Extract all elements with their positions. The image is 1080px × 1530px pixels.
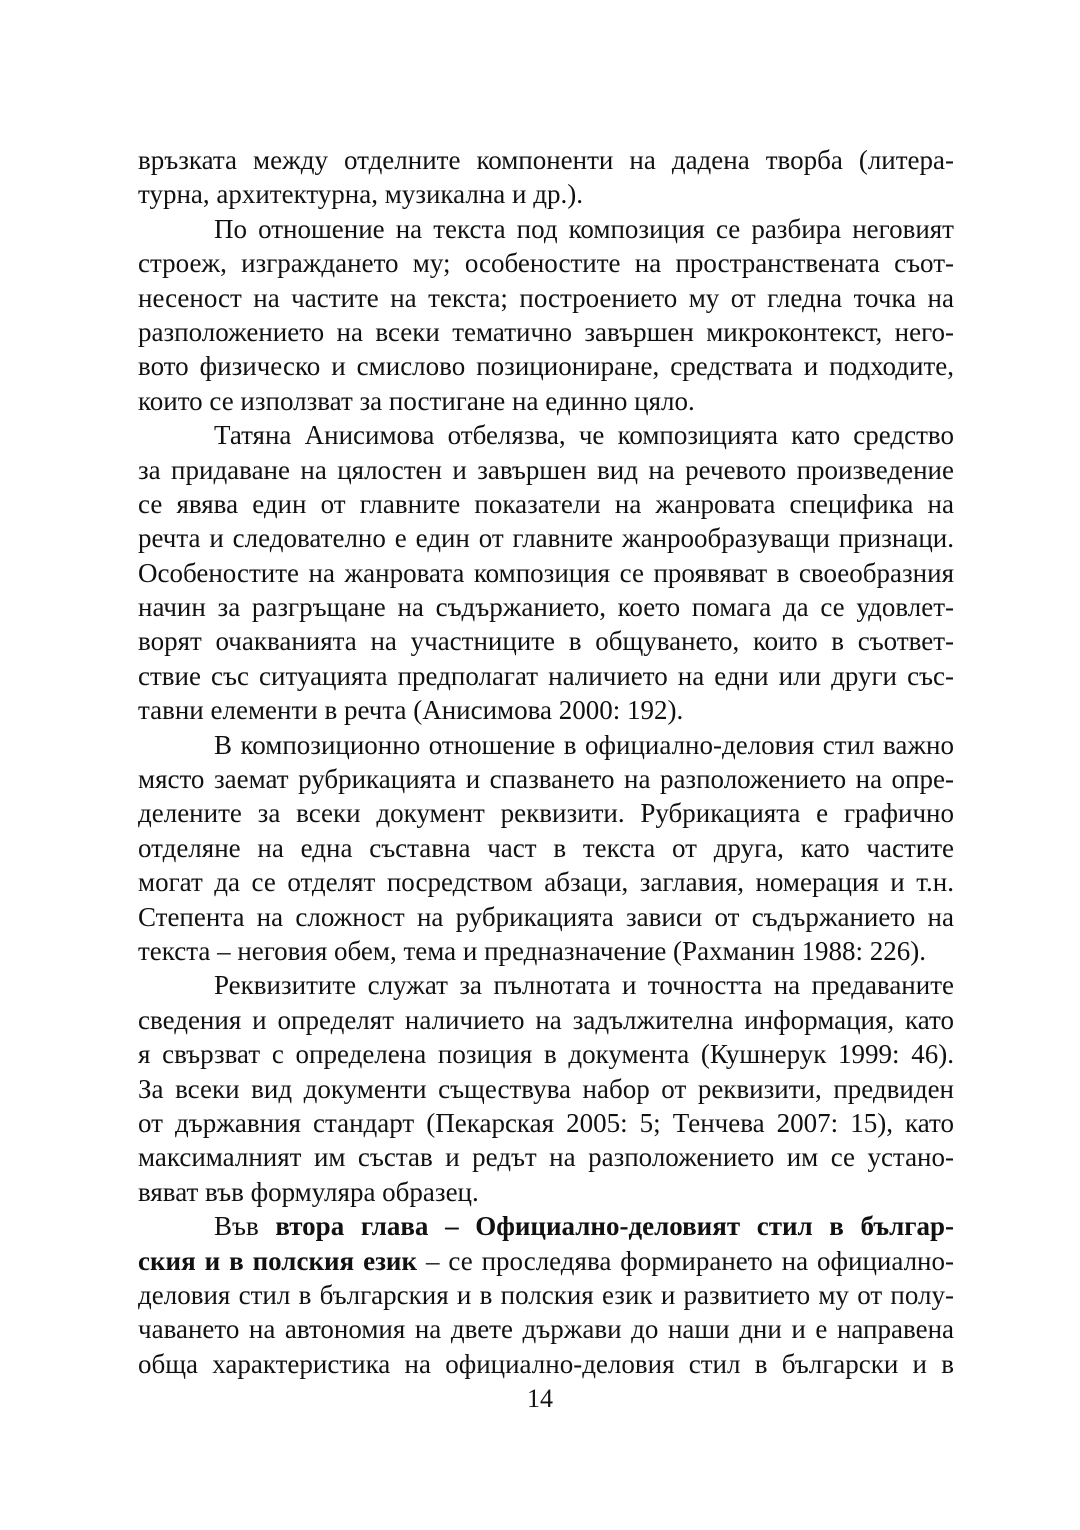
text-line: несеност на частите на текста; построението му от гледна точка на [138, 282, 954, 313]
text-line: сведения и определят наличието на задължителна информация, като [138, 1004, 954, 1035]
paragraph [138, 418, 954, 728]
text-line: ворят очакванията на участниците в общуването, които в съответ- [138, 626, 954, 657]
text-line: се явява един от главните показатели на жанровата специфика на [138, 488, 954, 519]
text-line: За всеки вид документи съществува набор от реквизити, предвиден [138, 1073, 954, 1104]
text-line [138, 1209, 954, 1243]
text-line: отделяне на една съставна част в текста от друга, като частите [138, 832, 954, 863]
text-line: Особеностите на жанровата композиция се проявяват в своеобразния [138, 557, 954, 588]
text-line: чаването на автономия на двете държави до наши дни и е направена [138, 1314, 954, 1345]
text-line: тавни елементи в речта (Анисимова 2000: 192). [138, 695, 684, 726]
text-line: строеж, изграждането му; особеностите на пространствената съот- [138, 248, 954, 279]
text-run: – се проследява формирането на официално- [417, 1245, 954, 1276]
text-line: В композиционно отношение в официално-деловия стил важно [214, 729, 954, 760]
chapter-title-emphasis: ския и в полския език [138, 1245, 418, 1276]
paragraph [138, 968, 954, 1209]
text-line: текста – неговия обем, тема и предназначение (Рахманин 1988: 226). [138, 935, 927, 966]
paragraph [138, 1209, 954, 1381]
text-line: максималният им състав и редът на разположението им се устано- [138, 1142, 954, 1173]
text-line: деловия стил в българския и в полския език и развитието му от полу- [138, 1279, 954, 1310]
text-line: делените за всеки документ реквизити. Рубрикацията е графично [138, 798, 954, 829]
text-line [138, 1244, 954, 1278]
text-line: вото физическо и смислово позициониране, средствата и подходите, [138, 351, 954, 382]
text-line: речта и следователно е един от главните жанрообразуващи признаци. [138, 523, 954, 554]
text-line: могат да се отделят посредством абзаци, заглавия, номерация и т.н. [138, 867, 954, 898]
chapter-title-emphasis: втора глава – Официално-деловият стил в българ- [275, 1211, 955, 1242]
text-line: вяват във формуляра образец. [138, 1176, 479, 1207]
text-line: я свързват с определена позиция в документа (Кушнерук 1999: 46). [138, 1039, 954, 1070]
text-line: разположението на всеки тематично завършен микроконтекст, него- [138, 316, 954, 347]
text-run: Във [214, 1211, 276, 1242]
text-line: Татяна Анисимова отбелязва, че композицията като средство [214, 420, 954, 451]
text-line: от държавния стандарт (Пекарская 2005: 5; Тенчева 2007: 15), като [138, 1107, 954, 1138]
paragraph [138, 212, 954, 418]
body-text [138, 143, 954, 1381]
text-line: турна, архитектурна, музикална и др.). [138, 179, 583, 210]
text-line: начин за разгръщане на съдържанието, което помага да се удовлет- [138, 592, 954, 623]
paragraph [138, 728, 954, 969]
text-line: Реквизитите служат за пълнотата и точността на предаваните [214, 970, 954, 1001]
text-line: По отношение на текста под композиция се разбира неговият [214, 213, 954, 244]
paragraph [138, 143, 954, 212]
text-line: място заемат рубрикацията и спазването на разположението на опре- [138, 764, 954, 795]
page-number: 14 [527, 1384, 553, 1413]
text-line: които се използват за постигане на единно цяло. [138, 385, 695, 416]
text-line: Степента на сложност на рубрикацията зависи от съдържанието на [138, 901, 954, 932]
text-line: връзката между отделните компоненти на дадена творба (литера- [138, 145, 954, 175]
text-line: обща характеристика на официално-деловия стил в български и в [138, 1348, 954, 1379]
text-line: за придаване на цялостен и завършен вид на речевото произведение [138, 454, 954, 485]
text-line: ствие със ситуацията предполагат наличието на едни или други със- [138, 660, 954, 691]
